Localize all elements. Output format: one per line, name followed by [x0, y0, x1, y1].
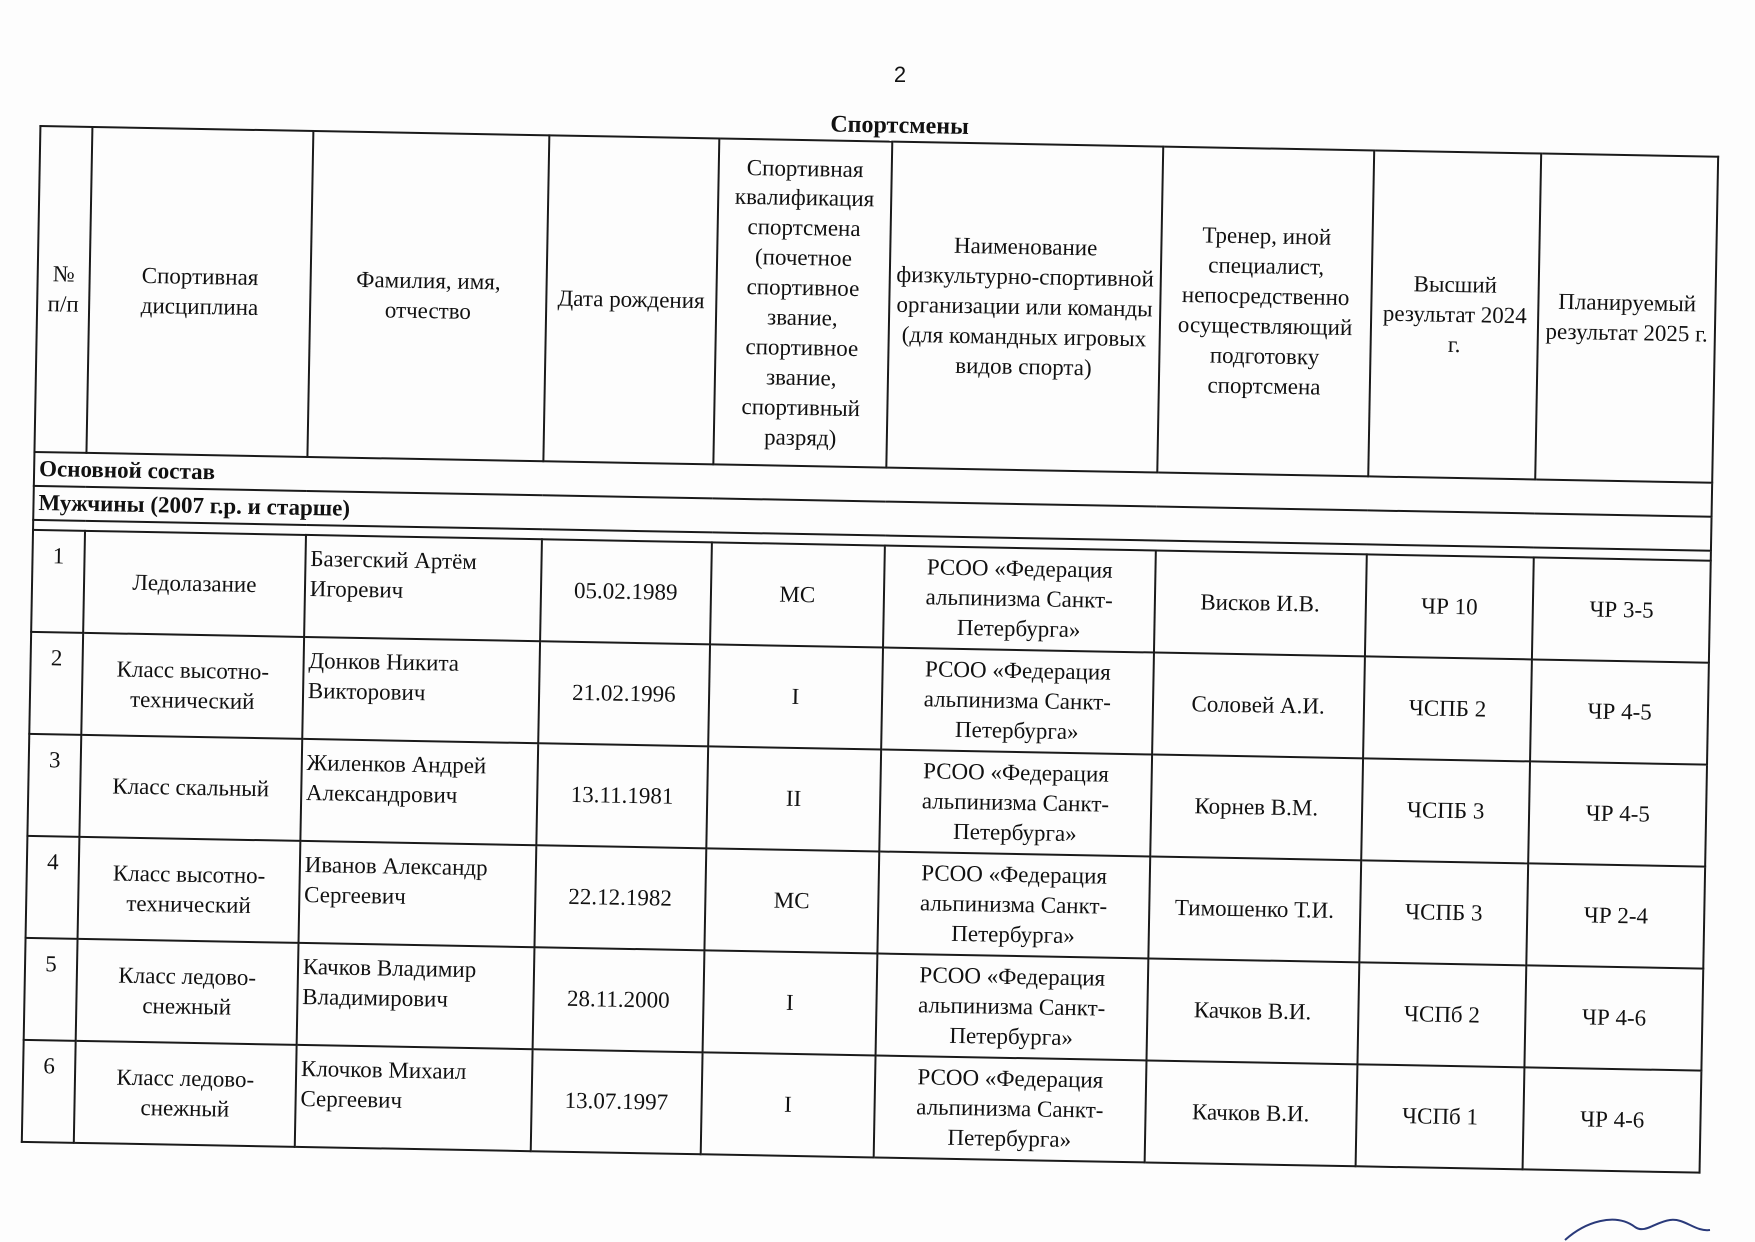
cell-planned-result: ЧР 4-5	[1531, 659, 1709, 764]
header-coach: Тренер, иной специалист, непосредственно осуществляющий подготовку спортсмена	[1157, 147, 1374, 477]
cell-planned-result: ЧР 2-4	[1527, 863, 1705, 968]
signature-mark	[1545, 1202, 1725, 1242]
cell-organization: РСОО «Федерация альпинизма Санкт-Петербурга»	[881, 648, 1153, 755]
header-qualification: Спортивная квалификация спортсмена (почетное спортивное звание, спортивное звание, спортивный разряд)	[713, 138, 892, 467]
cell-name: Донков Никита Викторович	[302, 637, 540, 743]
cell-discipline: Ледолазание	[83, 531, 306, 637]
cell-qualification: II	[706, 746, 881, 851]
cell-coach: Корнев В.М.	[1150, 754, 1363, 860]
cell-organization: РСОО «Федерация альпинизма Санкт-Петербурга»	[877, 852, 1149, 959]
cell-planned-result: ЧР 4-6	[1523, 1067, 1701, 1172]
cell-birth: 13.11.1981	[536, 743, 708, 848]
cell-birth: 21.02.1996	[538, 641, 710, 746]
cell-discipline: Класс высотно-технический	[81, 633, 304, 739]
cell-best-result: ЧСПБ 3	[1359, 860, 1529, 965]
cell-coach: Висков И.В.	[1154, 551, 1367, 657]
cell-organization: РСОО «Федерация альпинизма Санкт-Петербурга»	[875, 953, 1147, 1060]
header-row	[34, 126, 1718, 483]
cell-discipline: Класс высотно-технический	[77, 837, 300, 943]
cell-qualification: I	[702, 950, 877, 1055]
cell-qualification: МС	[710, 542, 885, 647]
cell-planned-result: ЧР 3-5	[1532, 557, 1710, 662]
cell-name: Клочков Михаил Сергеевич	[295, 1045, 533, 1151]
athletes-table-block	[21, 95, 1720, 1174]
cell-best-result: ЧР 10	[1365, 554, 1535, 659]
cell-organization: РСОО «Федерация альпинизма Санкт-Петербурга»	[874, 1055, 1146, 1162]
header-discipline: Спортивная дисциплина	[86, 127, 313, 457]
cell-best-result: ЧСПб 2	[1357, 962, 1527, 1067]
cell-discipline: Класс скальный	[79, 735, 302, 841]
header-num: № п/п	[34, 126, 92, 453]
section-title: Основной состав	[34, 452, 1712, 517]
cell-organization: РСОО «Федерация альпинизма Санкт-Петербурга»	[883, 546, 1155, 653]
cell-qualification: I	[708, 644, 883, 749]
cell-num: 4	[26, 836, 80, 939]
cell-best-result: ЧСПб 1	[1355, 1064, 1525, 1169]
header-organization: Наименование физкультурно-спортивной организации или команды (для командных игровых видов спорта)	[886, 142, 1163, 473]
cell-name: Качков Владимир Владимирович	[296, 943, 534, 1049]
cell-num: 6	[22, 1040, 76, 1143]
header-birth: Дата рождения	[543, 135, 719, 464]
cell-birth: 28.11.2000	[532, 947, 704, 1052]
cell-best-result: ЧСПБ 3	[1361, 758, 1531, 863]
cell-coach: Тимошенко Т.И.	[1148, 856, 1361, 962]
cell-birth: 05.02.1989	[540, 539, 712, 644]
cell-num: 5	[24, 938, 78, 1041]
cell-birth: 13.07.1997	[531, 1049, 703, 1154]
cell-num: 1	[31, 530, 85, 633]
table-title: Спортсмены	[830, 111, 970, 141]
cell-name: Иванов Александр Сергеевич	[298, 841, 536, 947]
cell-qualification: I	[700, 1052, 875, 1157]
cell-coach: Соловей А.И.	[1152, 652, 1365, 758]
cell-best-result: ЧСПБ 2	[1363, 656, 1533, 761]
cell-coach: Качков В.И.	[1144, 1060, 1357, 1166]
athletes-table	[21, 125, 1719, 1174]
cell-num: 3	[27, 734, 81, 837]
cell-name: Жиленков Андрей Александрович	[300, 739, 538, 845]
subsection-title: Мужчины (2007 г.р. и старше)	[33, 486, 1711, 551]
cell-discipline: Класс ледово-снежный	[76, 939, 299, 1045]
cell-name: Базегский Артём Игоревич	[304, 535, 542, 641]
cell-qualification: МС	[704, 848, 879, 953]
cell-planned-result: ЧР 4-5	[1529, 761, 1707, 866]
cell-planned-result: ЧР 4-6	[1525, 965, 1703, 1070]
header-planned-result: Планируемый результат 2025 г.	[1536, 154, 1718, 483]
cell-organization: РСОО «Федерация альпинизма Санкт-Петербурга»	[879, 750, 1151, 857]
cell-discipline: Класс ледово-снежный	[74, 1041, 297, 1147]
page-number: 2	[893, 62, 907, 87]
cell-num: 2	[29, 632, 83, 735]
cell-birth: 22.12.1982	[534, 845, 706, 950]
header-best-result: Высший результат 2024 г.	[1368, 150, 1542, 479]
header-name: Фамилия, имя, отчество	[307, 131, 549, 461]
cell-coach: Качков В.И.	[1146, 958, 1359, 1064]
